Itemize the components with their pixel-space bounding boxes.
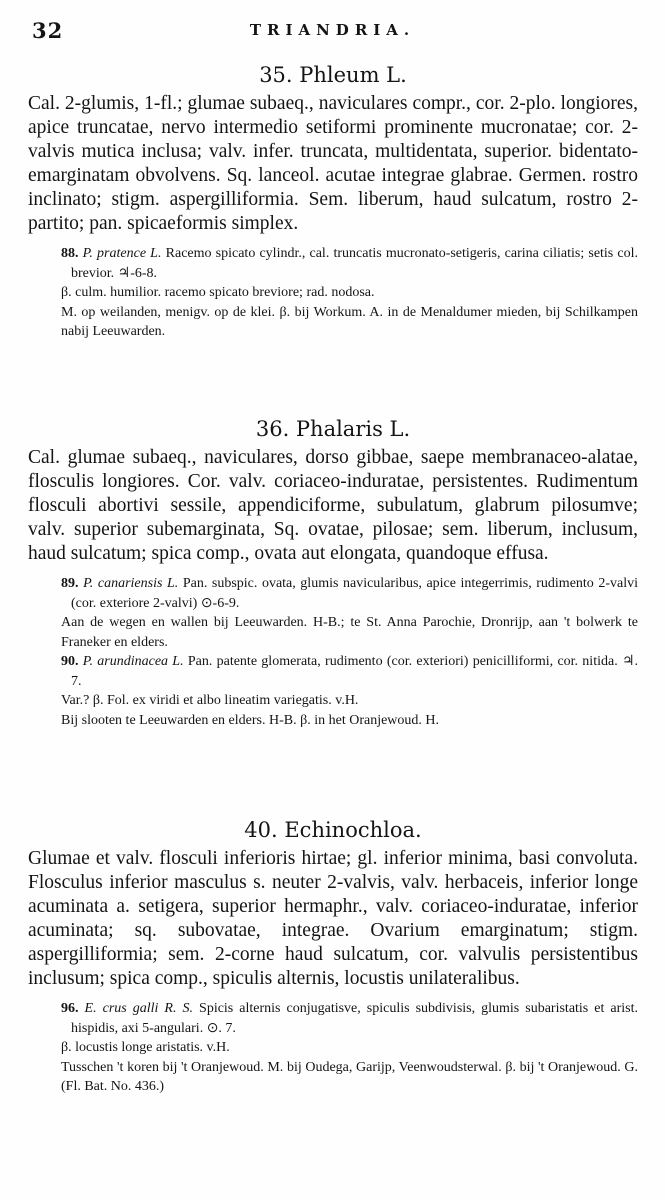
running-head: TRIANDRIA.: [249, 21, 416, 39]
genus-description: Cal. 2-glumis, 1-fl.; glumae subaeq., naviculares compr., cor. 2-plo. longiores, apice truncatae, nervo intermedio setiformi prominente mucronatae; cor. 2-valvis mutica inclusa; valv. infer. truncata, multidentata, superior. bidentato-emarginatam obvolvens. Sq. lanceol. acutae integrae glabrae. Germen. rostro inclinato; stigm. aspergilliformia. Sem. liberum, haud sulcatum, rostro 2-partito; pan. spicaeformis simplex.: [28, 93, 638, 234]
species-note: β. culm. humilior. racemo spicato breviore; rad. nodosa.: [61, 285, 375, 300]
page-number: 32: [32, 18, 64, 43]
species-entry: [28, 244, 638, 283]
species-diagnosis: Pan. patente glomerata, rudimento (cor. exteriori) penicilliformi, cor. nitida. ♃. 7.: [71, 654, 638, 689]
species-entry: [28, 652, 638, 691]
genus-section-phleum: [28, 62, 638, 342]
species-name: P. arundinacea L.: [82, 654, 184, 669]
species-number: 89.: [61, 576, 79, 591]
species-number: 88.: [61, 246, 79, 261]
page-header: [0, 18, 665, 48]
species-entry: [28, 999, 638, 1038]
species-note: Tusschen 't koren bij 't Oranjewoud. M. bij Oudega, Garijp, Veenwoudsterwal. β. bij 't Oranjewoud. G. (Fl. Bat. No. 436.): [61, 1059, 638, 1094]
genus-title: 40. Echinochloa.: [244, 818, 422, 842]
species-diagnosis: Pan. subspic. ovata, glumis navicularibus, apice integerrimis, rudimento 2-valvi (cor. exteriore 2-valvi) ⊙-6-9.: [71, 576, 639, 611]
species-note: Bij slooten te Leeuwarden en elders. H-B. β. in het Oranjewoud. H.: [61, 712, 440, 728]
species-note: M. op weilanden, menigv. op de klei. β. bij Workum. A. in de Menaldumer mieden, bij Schilkampen nabij Leeuwarden.: [61, 304, 638, 339]
genus-title: 35. Phleum L.: [259, 63, 407, 87]
genus-section-echinochloa: [28, 817, 638, 1097]
genus-description: Glumae et valv. flosculi inferioris hirtae; gl. inferior minima, basi convoluta. Flosculus inferior masculus s. neuter 2-valvis, valv. herbaceis, inferior longe acuminata a. setigera, superior hermaphr., valv. coriaceo-induratae, inferior acuminata; sq. subovatae, integrae. Ovarium emarginatum; stigm. aspergilliformia; sem. 2-corne haud sulcatum, cor. valvulis persistentibus inclusum; spica comp., spiculis alternis, locustis unilateralibus.: [28, 848, 638, 989]
species-note: β. locustis longe aristatis. v.H.: [61, 1040, 230, 1055]
species-name: P. pratence L.: [82, 246, 162, 261]
genus-section-phalaris: [28, 416, 638, 730]
species-name: P. canariensis L.: [83, 576, 179, 591]
genus-description: Cal. glumae subaeq., naviculares, dorso gibbae, saepe membranaceo-alatae, flosculis longiores. Cor. valv. coriaceo-induratae, persistentes. Rudimentum flosculi abortivi sessile, appendiciforme, subulatum, glabrum pilosumve; valv. superior subemarginata, Sq. ovatae, pilosae; sem. liberum, inclusum, haud sulcatum; spica comp., ovata aut elongata, quandoque effusa.: [28, 447, 638, 564]
species-diagnosis: Spicis alternis conjugatisve, spiculis subdivisis, glumis subaristatis et arist. hispidis, axi 5-angulari. ⊙. 7.: [71, 1001, 639, 1036]
species-note: Aan de wegen en wallen bij Leeuwarden. H-B.; te St. Anna Parochie, Dronrijp, aan 't bolwerk te Franeker en elders.: [61, 615, 638, 650]
species-number: 96.: [61, 1001, 79, 1016]
species-note: Var.? β. Fol. ex viridi et albo lineatim variegatis. v.H.: [61, 693, 359, 708]
species-entry: [28, 574, 638, 613]
genus-title: 36. Phalaris L.: [255, 417, 411, 441]
species-diagnosis: Racemo spicato cylindr., cal. truncatis mucronato-setigeris, carina ciliatis; setis col. brevior. ♃-6-8.: [71, 246, 639, 281]
species-number: 90.: [61, 654, 79, 669]
species-name: E. crus galli R. S.: [84, 1001, 193, 1016]
